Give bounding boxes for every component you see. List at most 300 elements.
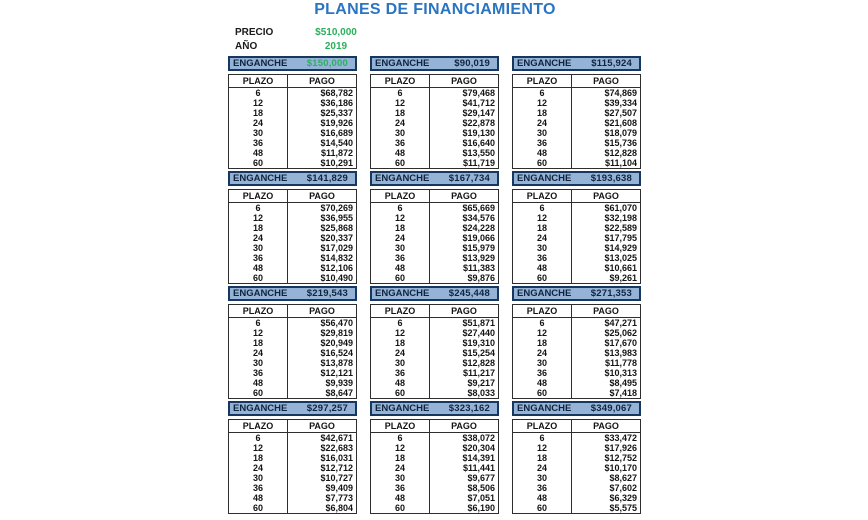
pago-cell: $38,072: [462, 433, 495, 443]
pago-cell: $39,334: [604, 98, 637, 108]
pago-cell: $16,524: [320, 348, 353, 358]
pago-cell: $17,029: [320, 243, 353, 253]
plazo-cell: 60: [371, 158, 430, 169]
plan-row: [371, 493, 499, 503]
plan-row: [229, 158, 357, 169]
pago-cell: $11,872: [320, 148, 353, 158]
plan-row: [229, 243, 357, 253]
plan-row: [229, 328, 357, 338]
plan-table: [370, 286, 499, 399]
plan-row: [229, 483, 357, 493]
enganche-label: ENGANCHE: [517, 288, 572, 299]
plazo-cell: 36: [513, 253, 572, 263]
pago-cell: $14,540: [320, 138, 353, 148]
plan-row: [371, 273, 499, 284]
enganche-label: ENGANCHE: [233, 288, 288, 299]
pago-cell: $10,291: [320, 158, 353, 168]
pago-cell: $41,712: [462, 98, 495, 108]
pago-cell: $11,719: [462, 158, 495, 168]
plan-table: [512, 401, 641, 514]
pago-cell: $15,736: [604, 138, 637, 148]
pago-cell: $9,409: [325, 483, 353, 493]
plazo-cell: 6: [513, 318, 572, 329]
plan-row: [371, 223, 499, 233]
plan-row: [371, 213, 499, 223]
pago-column-header: PAGO: [430, 420, 499, 433]
plan-row: [513, 158, 641, 169]
pago-cell: $29,819: [320, 328, 353, 338]
enganche-value: $115,924: [591, 58, 632, 69]
pago-cell: $12,106: [320, 263, 353, 273]
plan-header-row: [513, 420, 641, 433]
enganche-value: $141,829: [306, 173, 348, 184]
plazo-cell: 18: [371, 338, 430, 348]
plazo-cell: 30: [513, 473, 572, 483]
plan-row: [229, 273, 357, 284]
plazo-cell: 24: [371, 233, 430, 243]
plan-header-row: [513, 75, 641, 88]
plazo-cell: 6: [371, 433, 430, 444]
pago-cell: $20,949: [320, 338, 353, 348]
pago-cell: $22,683: [320, 443, 353, 453]
plazo-cell: 18: [371, 453, 430, 463]
pago-cell: $32,198: [604, 213, 637, 223]
plan-row: [513, 98, 641, 108]
pago-cell: $15,979: [462, 243, 495, 253]
pago-cell: $22,589: [604, 223, 637, 233]
plazo-cell: 48: [229, 378, 288, 388]
plazo-cell: 24: [513, 348, 572, 358]
plan-header-row: [371, 75, 499, 88]
plazo-cell: 48: [229, 263, 288, 273]
precio-row: [235, 25, 373, 39]
enganche-label: ENGANCHE: [375, 58, 430, 69]
enganche-value: $323,162: [448, 403, 490, 414]
enganche-header: [228, 56, 357, 71]
plan-row: [371, 483, 499, 493]
pago-cell: $11,383: [462, 263, 495, 273]
pago-cell: $36,186: [320, 98, 353, 108]
plan-row: [513, 263, 641, 273]
plazo-cell: 30: [371, 473, 430, 483]
enganche-header: [370, 286, 499, 301]
pago-cell: $11,104: [604, 158, 637, 168]
enganche-label: ENGANCHE: [517, 58, 572, 69]
plazo-cell: 6: [229, 88, 288, 99]
plan-row: [513, 338, 641, 348]
plazo-cell: 18: [371, 223, 430, 233]
pago-column-header: PAGO: [430, 75, 499, 88]
plan-row: [513, 503, 641, 514]
plan-row: [371, 138, 499, 148]
enganche-value: $245,448: [448, 288, 490, 299]
enganche-value: $349,067: [590, 403, 632, 414]
pago-cell: $61,070: [604, 203, 637, 213]
pago-cell: $9,876: [467, 273, 495, 283]
plan-row: [371, 88, 499, 99]
pago-cell: $24,228: [462, 223, 495, 233]
plazo-cell: 48: [513, 378, 572, 388]
plan-row: [513, 273, 641, 284]
plazo-cell: 12: [371, 328, 430, 338]
plan-row: [229, 223, 357, 233]
plazo-column-header: PLAZO: [371, 420, 430, 433]
plan-header-row: [513, 190, 641, 203]
plan-row: [513, 388, 641, 399]
plan-row: [229, 108, 357, 118]
pago-cell: $79,468: [462, 88, 495, 98]
plan-row: [229, 138, 357, 148]
plan-row: [513, 473, 641, 483]
pago-cell: $12,828: [462, 358, 495, 368]
enganche-header: [512, 56, 641, 71]
pago-cell: $11,778: [604, 358, 637, 368]
enganche-header: [512, 171, 641, 186]
plan-header-row: [513, 305, 641, 318]
plazo-cell: 6: [513, 88, 572, 99]
pago-cell: $14,832: [320, 253, 353, 263]
plan-row: [513, 88, 641, 99]
plazo-cell: 48: [513, 493, 572, 503]
plazo-cell: 24: [229, 233, 288, 243]
plan-row: [229, 348, 357, 358]
plan-row: [229, 463, 357, 473]
plan-row: [513, 328, 641, 338]
plan-table: [228, 171, 357, 284]
plazo-column-header: PLAZO: [513, 75, 572, 88]
plazo-cell: 30: [229, 243, 288, 253]
pago-cell: $14,929: [604, 243, 637, 253]
pago-cell: $11,217: [462, 368, 495, 378]
pago-cell: $10,727: [320, 473, 353, 483]
pago-cell: $16,031: [320, 453, 353, 463]
enganche-value: $193,638: [590, 173, 632, 184]
plan-row: [229, 453, 357, 463]
plan-row: [371, 378, 499, 388]
plazo-cell: 60: [513, 273, 572, 284]
plan-table: [512, 171, 641, 284]
pago-column-header: PAGO: [430, 190, 499, 203]
pago-cell: $70,269: [320, 203, 353, 213]
plazo-cell: 12: [229, 213, 288, 223]
plan-row: [513, 223, 641, 233]
plan-table: [228, 286, 357, 399]
plazo-cell: 48: [371, 493, 430, 503]
plazo-column-header: PLAZO: [513, 190, 572, 203]
plan-body-table: [370, 189, 499, 284]
pago-cell: $9,939: [325, 378, 353, 388]
plan-header-row: [229, 75, 357, 88]
pago-cell: $19,066: [462, 233, 495, 243]
plazo-cell: 24: [513, 233, 572, 243]
plazo-cell: 48: [513, 148, 572, 158]
plazo-cell: 12: [229, 98, 288, 108]
pago-cell: $22,878: [462, 118, 495, 128]
plazo-cell: 24: [229, 348, 288, 358]
plan-row: [371, 158, 499, 169]
pago-cell: $6,329: [609, 493, 637, 503]
plazo-cell: 12: [513, 98, 572, 108]
pago-column-header: PAGO: [288, 420, 357, 433]
plazo-column-header: PLAZO: [513, 305, 572, 318]
plan-row: [229, 433, 357, 444]
pago-cell: $5,575: [609, 503, 637, 513]
plan-row: [229, 358, 357, 368]
plan-row: [229, 233, 357, 243]
plan-row: [371, 338, 499, 348]
enganche-value: $167,734: [448, 173, 490, 184]
pago-cell: $7,051: [467, 493, 495, 503]
plazo-cell: 36: [229, 368, 288, 378]
plan-row: [513, 493, 641, 503]
precio-label: PRECIO: [235, 26, 274, 38]
plazo-cell: 30: [371, 358, 430, 368]
plan-row: [371, 108, 499, 118]
pago-column-header: PAGO: [430, 305, 499, 318]
plazo-cell: 12: [229, 328, 288, 338]
plazo-cell: 24: [371, 463, 430, 473]
plazo-cell: 30: [229, 358, 288, 368]
plazo-cell: 30: [513, 358, 572, 368]
enganche-label: ENGANCHE: [517, 403, 572, 414]
plan-row: [513, 368, 641, 378]
plazo-column-header: PLAZO: [371, 305, 430, 318]
pago-cell: $27,440: [462, 328, 495, 338]
plan-row: [229, 378, 357, 388]
plazo-cell: 6: [371, 203, 430, 214]
pago-column-header: PAGO: [572, 420, 641, 433]
plazo-cell: 60: [371, 388, 430, 399]
plan-row: [513, 108, 641, 118]
pago-column-header: PAGO: [572, 305, 641, 318]
plazo-cell: 30: [513, 243, 572, 253]
pago-cell: $14,391: [462, 453, 495, 463]
plazo-cell: 60: [371, 273, 430, 284]
plazo-cell: 48: [229, 493, 288, 503]
plan-row: [513, 213, 641, 223]
plazo-cell: 36: [513, 138, 572, 148]
pago-cell: $13,025: [604, 253, 637, 263]
plan-row: [513, 203, 641, 214]
plazo-cell: 24: [513, 118, 572, 128]
enganche-label: ENGANCHE: [233, 403, 288, 414]
pago-cell: $8,033: [467, 388, 495, 398]
enganche-label: ENGANCHE: [375, 403, 430, 414]
plan-row: [371, 148, 499, 158]
plan-row: [513, 118, 641, 128]
plan-row: [229, 368, 357, 378]
plan-row: [229, 118, 357, 128]
pago-cell: $25,062: [604, 328, 637, 338]
plazo-cell: 6: [513, 203, 572, 214]
plazo-cell: 60: [229, 503, 288, 514]
enganche-label: ENGANCHE: [517, 173, 572, 184]
pago-cell: $6,804: [325, 503, 353, 513]
plan-row: [513, 453, 641, 463]
pago-cell: $29,147: [462, 108, 495, 118]
plan-table: [228, 401, 357, 514]
plazo-cell: 6: [229, 433, 288, 444]
plazo-cell: 24: [371, 348, 430, 358]
info-block: [235, 25, 373, 53]
pago-cell: $20,304: [462, 443, 495, 453]
plan-row: [513, 443, 641, 453]
plazo-cell: 30: [229, 128, 288, 138]
plan-table: [370, 56, 499, 169]
pago-cell: $8,506: [467, 483, 495, 493]
plazo-cell: 6: [371, 318, 430, 329]
plazo-cell: 24: [513, 463, 572, 473]
plan-body-table: [512, 304, 641, 399]
plan-header-row: [229, 305, 357, 318]
plan-row: [371, 433, 499, 444]
plazo-cell: 60: [371, 503, 430, 514]
plan-row: [229, 493, 357, 503]
pago-cell: $17,795: [604, 233, 637, 243]
plazo-cell: 60: [229, 273, 288, 284]
pago-cell: $19,926: [320, 118, 353, 128]
pago-cell: $7,418: [609, 388, 637, 398]
plazo-cell: 48: [371, 378, 430, 388]
pago-cell: $21,608: [604, 118, 637, 128]
plazo-cell: 36: [513, 368, 572, 378]
plazo-cell: 12: [371, 98, 430, 108]
pago-cell: $68,782: [320, 88, 353, 98]
plazo-cell: 6: [371, 88, 430, 99]
plazo-column-header: PLAZO: [371, 190, 430, 203]
plan-row: [229, 88, 357, 99]
enganche-header: [512, 401, 641, 416]
plazo-cell: 30: [513, 128, 572, 138]
plan-row: [229, 98, 357, 108]
plan-row: [371, 203, 499, 214]
plan-row: [371, 118, 499, 128]
pago-cell: $12,752: [604, 453, 637, 463]
plan-row: [513, 128, 641, 138]
plan-row: [371, 263, 499, 273]
plan-row: [229, 148, 357, 158]
plazo-cell: 24: [229, 463, 288, 473]
enganche-value: $150,000: [306, 58, 348, 69]
plan-row: [513, 483, 641, 493]
pago-cell: $8,495: [609, 378, 637, 388]
plan-body-table: [370, 419, 499, 514]
plan-row: [229, 443, 357, 453]
pago-cell: $12,121: [320, 368, 353, 378]
plazo-cell: 60: [513, 388, 572, 399]
pago-cell: $13,983: [604, 348, 637, 358]
pago-cell: $25,337: [320, 108, 353, 118]
pago-cell: $10,661: [604, 263, 637, 273]
plan-row: [371, 463, 499, 473]
pago-cell: $13,878: [320, 358, 353, 368]
plazo-cell: 36: [229, 253, 288, 263]
plan-row: [371, 233, 499, 243]
pago-cell: $10,313: [604, 368, 637, 378]
plazo-cell: 36: [229, 138, 288, 148]
plan-body-table: [228, 74, 357, 169]
plan-row: [229, 338, 357, 348]
pago-cell: $17,926: [604, 443, 637, 453]
plan-body-table: [370, 74, 499, 169]
plan-table: [370, 171, 499, 284]
pago-cell: $11,441: [462, 463, 495, 473]
pago-cell: $9,261: [609, 273, 637, 283]
plan-row: [513, 243, 641, 253]
plan-header-row: [371, 305, 499, 318]
pago-column-header: PAGO: [288, 305, 357, 318]
plazo-cell: 12: [229, 443, 288, 453]
plazo-column-header: PLAZO: [513, 420, 572, 433]
plan-row: [513, 463, 641, 473]
plan-row: [513, 348, 641, 358]
plan-row: [371, 128, 499, 138]
plan-row: [229, 213, 357, 223]
plazo-cell: 60: [513, 503, 572, 514]
enganche-value: $271,353: [590, 288, 632, 299]
plazo-column-header: PLAZO: [229, 75, 288, 88]
plan-header-row: [371, 420, 499, 433]
pago-cell: $65,669: [462, 203, 495, 213]
pago-cell: $19,310: [462, 338, 495, 348]
pago-cell: $19,130: [462, 128, 495, 138]
enganche-header: [512, 286, 641, 301]
plazo-cell: 36: [371, 138, 430, 148]
enganche-header: [370, 401, 499, 416]
plazo-column-header: PLAZO: [371, 75, 430, 88]
pago-cell: $17,670: [604, 338, 637, 348]
plan-table: [370, 401, 499, 514]
plazo-cell: 30: [371, 128, 430, 138]
plan-body-table: [512, 419, 641, 514]
plan-row: [371, 358, 499, 368]
plazo-cell: 12: [371, 443, 430, 453]
plan-table: [512, 56, 641, 169]
plazo-cell: 12: [371, 213, 430, 223]
plan-row: [229, 318, 357, 329]
plazo-cell: 18: [229, 453, 288, 463]
plan-row: [229, 263, 357, 273]
plan-row: [371, 253, 499, 263]
enganche-header: [228, 286, 357, 301]
plan-table: [228, 56, 357, 169]
pago-cell: $25,868: [320, 223, 353, 233]
pago-column-header: PAGO: [572, 75, 641, 88]
pago-cell: $9,677: [467, 473, 495, 483]
plazo-cell: 48: [371, 148, 430, 158]
plazo-cell: 48: [513, 263, 572, 273]
pago-cell: $47,271: [604, 318, 637, 328]
plan-row: [371, 328, 499, 338]
enganche-header: [370, 171, 499, 186]
plan-row: [371, 368, 499, 378]
enganche-label: ENGANCHE: [233, 58, 288, 69]
pago-cell: $42,671: [320, 433, 353, 443]
plan-body-table: [370, 304, 499, 399]
pago-cell: $13,550: [462, 148, 495, 158]
plan-body-table: [228, 304, 357, 399]
pago-cell: $8,647: [325, 388, 353, 398]
plan-row: [513, 138, 641, 148]
plazo-cell: 30: [229, 473, 288, 483]
plazo-cell: 18: [229, 108, 288, 118]
plan-row: [371, 443, 499, 453]
plazo-cell: 18: [513, 223, 572, 233]
pago-cell: $16,640: [462, 138, 495, 148]
plazo-cell: 18: [371, 108, 430, 118]
plan-body-table: [512, 74, 641, 169]
plazo-cell: 18: [513, 338, 572, 348]
